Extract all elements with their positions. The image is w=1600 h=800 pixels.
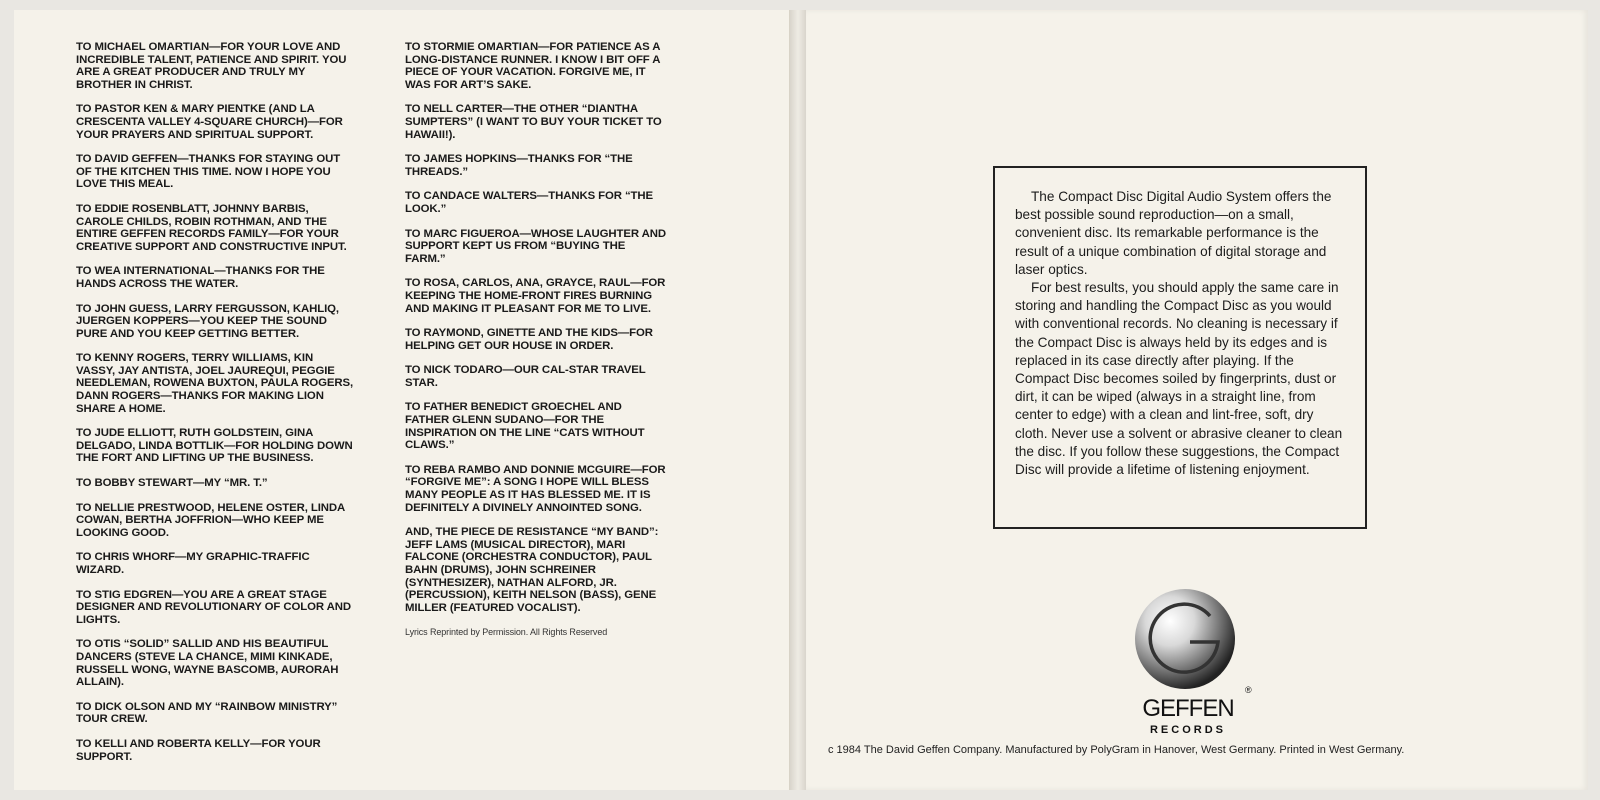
thanks-entry: TO REBA RAMBO AND DONNIE MCGUIRE—FOR “FORGIVE ME”: A SONG I HOPE WILL BLESS MANY PEOPLE AS IT HAS BLESSED ME. IT IS DEFINITELY A DIVINELY ANNOINTED SONG. xyxy=(405,463,666,514)
thanks-entry: TO JUDE ELLIOTT, RUTH GOLDSTEIN, GINA DELGADO, LINDA BOTTLIK—FOR HOLDING DOWN THE FORT AND LIFTING UP THE BUSINESS. xyxy=(76,427,353,465)
thanks-entry: TO RAYMOND, GINETTE AND THE KIDS—FOR HELPING GET OUR HOUSE IN ORDER. xyxy=(405,327,653,352)
thanks-column-2 xyxy=(405,41,667,639)
copyright-line: c 1984 The David Geffen Company. Manufactured by PolyGram in Hanover, West Germany. Printed in West Germany. xyxy=(828,744,1405,756)
thanks-entry: TO JOHN GUESS, LARRY FERGUSSON, KAHLIQ, JUERGEN KOPPERS—YOU KEEP THE SOUND PURE AND YOU KEEP GETTING BETTER. xyxy=(76,302,339,340)
thanks-entry: TO ROSA, CARLOS, ANA, GRAYCE, RAUL—FOR KEEPING THE HOME-FRONT FIRES BURNING AND MAKING IT PLEASANT FOR ME TO LIVE. xyxy=(405,277,666,315)
thanks-entry: TO WEA INTERNATIONAL—THANKS FOR THE HANDS ACROSS THE WATER. xyxy=(76,265,325,290)
book-gutter xyxy=(790,10,806,790)
thanks-entry: TO KENNY ROGERS, TERRY WILLIAMS, KIN VASSY, JAY ANTISTA, JOEL JAUREQUI, PEGGIE NEEDLEMAN, ROWENA BUXTON, PAULA ROGERS, DANN ROGERS—THANKS FOR MAKING LION SHARE A HOME. xyxy=(76,352,354,415)
thanks-entry: TO PASTOR KEN & MARY PIENTKE (AND LA CRESCENTA VALLEY 4-SQUARE CHURCH)—FOR YOUR PRAYERS AND SPIRITUAL SUPPORT. xyxy=(76,103,343,141)
notice-paragraph: The Compact Disc Digital Audio System offers the best possible sound reproduction—on a small, convenient disc. Its remarkable performance is the result of a unique combination of digital storage and laser optics. xyxy=(1015,189,1332,277)
thanks-entry: TO BOBBY STEWART—MY “MR. T.” xyxy=(76,477,268,490)
thanks-entry: AND, THE PIECE DE RESISTANCE “MY BAND”: JEFF LAMS (MUSICAL DIRECTOR), MARI FALCONE (ORCHESTRA CONDUCTOR), PAUL BAHN (DRUMS), JOHN SCHREINER (SYNTHESIZER), NATHAN ALFORD, JR. (PERCUSSION), KEITH NELSON (BASS), GENE MILLER (FEATURED VOCALIST). xyxy=(405,526,659,614)
thanks-entry: TO STORMIE OMARTIAN—FOR PATIENCE AS A LONG-DISTANCE RUNNER. I KNOW I BIT OFF A PIECE OF YOUR VACATION. FORGIVE ME, IT WAS FOR ART’S SAKE. xyxy=(405,41,661,91)
thanks-entry: TO EDDIE ROSENBLATT, JOHNNY BARBIS, CAROLE CHILDS, ROBIN ROTHMAN, AND THE ENTIRE GEFFEN RECORDS FAMILY—FOR YOUR CREATIVE SUPPORT AND CONSTRUCTIVE INPUT. xyxy=(76,202,347,253)
thanks-entry: TO DAVID GEFFEN—THANKS FOR STAYING OUT OF THE KITCHEN THIS TIME. NOW I HOPE YOU LOVE THIS MEAL. xyxy=(76,153,341,191)
compact-disc-notice xyxy=(993,166,1367,529)
thanks-entry: TO CHRIS WHORF—MY GRAPHIC-TRAFFIC WIZARD. xyxy=(76,551,310,576)
thanks-entry: TO STIG EDGREN—YOU ARE A GREAT STAGE DESIGNER AND REVOLUTIONARY OF COLOR AND LIGHTS. xyxy=(76,588,351,626)
logo-brand-text: GEFFEN xyxy=(1142,695,1234,722)
thanks-column-1 xyxy=(76,41,354,775)
thanks-entry: TO NICK TODARO—OUR CAL-STAR TRAVEL STAR. xyxy=(405,364,646,389)
thanks-entry: TO OTIS “SOLID” SALLID AND HIS BEAUTIFUL DANCERS (STEVE LA CHANCE, MIMI KINKADE, RUSSELL WONG, WAYNE BASCOMB, AURORAH ALLAIN). xyxy=(76,638,339,689)
thanks-entry: TO MARC FIGUEROA—WHOSE LAUGHTER AND SUPPORT KEPT US FROM “BUYING THE FARM.” xyxy=(405,227,667,265)
thanks-entry: TO KELLI AND ROBERTA KELLY—FOR YOUR SUPPORT. xyxy=(76,737,321,763)
thanks-entry: TO JAMES HOPKINS—THANKS FOR “THE THREADS.” xyxy=(405,153,633,178)
thanks-entry: TO MICHAEL OMARTIAN—FOR YOUR LOVE AND INCREDIBLE TALENT, PATIENCE AND SPIRIT. YOU ARE A GREAT PRODUCER AND TRULY MY BROTHER IN CHRIST. xyxy=(76,41,347,91)
logo-sub-text: RECORDS xyxy=(1149,724,1226,736)
right-page xyxy=(806,10,1588,790)
left-page xyxy=(14,10,790,790)
registered-mark: ® xyxy=(1245,685,1252,695)
thanks-entry: TO NELLIE PRESTWOOD, HELENE OSTER, LINDA COWAN, BERTHA JOFFRION—WHO KEEP ME LOOKING GOOD. xyxy=(76,501,345,539)
geffen-g-sphere-icon xyxy=(1132,586,1238,692)
lyrics-credit: Lyrics Reprinted by Permission. All Rights Reserved xyxy=(405,627,608,638)
thanks-entry: TO DICK OLSON AND MY “RAINBOW MINISTRY” TOUR CREW. xyxy=(76,700,338,726)
thanks-entry: TO NELL CARTER—THE OTHER “DIANTHA SUMPTERS” (I WANT TO BUY YOUR TICKET TO HAWAII!). xyxy=(405,103,662,141)
thanks-entry: TO CANDACE WALTERS—THANKS FOR “THE LOOK.” xyxy=(405,190,654,215)
thanks-entry: TO FATHER BENEDICT GROECHEL AND FATHER GLENN SUDANO—FOR THE INSPIRATION ON THE LINE “CATS WITHOUT CLAWS.” xyxy=(405,401,645,452)
geffen-records-logo xyxy=(1120,586,1270,746)
notice-paragraph: For best results, you should apply the same care in storing and handling the Compact Disc as you would with conventional records. No cleaning is necessary if the Compact Disc is always held by its edges and is replaced in its case directly after playing. If the Compact Disc becomes soiled by fingerprints, dust or dirt, it can be wiped (always in a straight line, from center to edge) with a clean and lint-free, soft, dry cloth. Never use a solvent or abrasive cleaner to clean the disc. If you follow these suggestions, the Compact Disc will provide a lifetime of listening enjoyment. xyxy=(1015,280,1343,478)
